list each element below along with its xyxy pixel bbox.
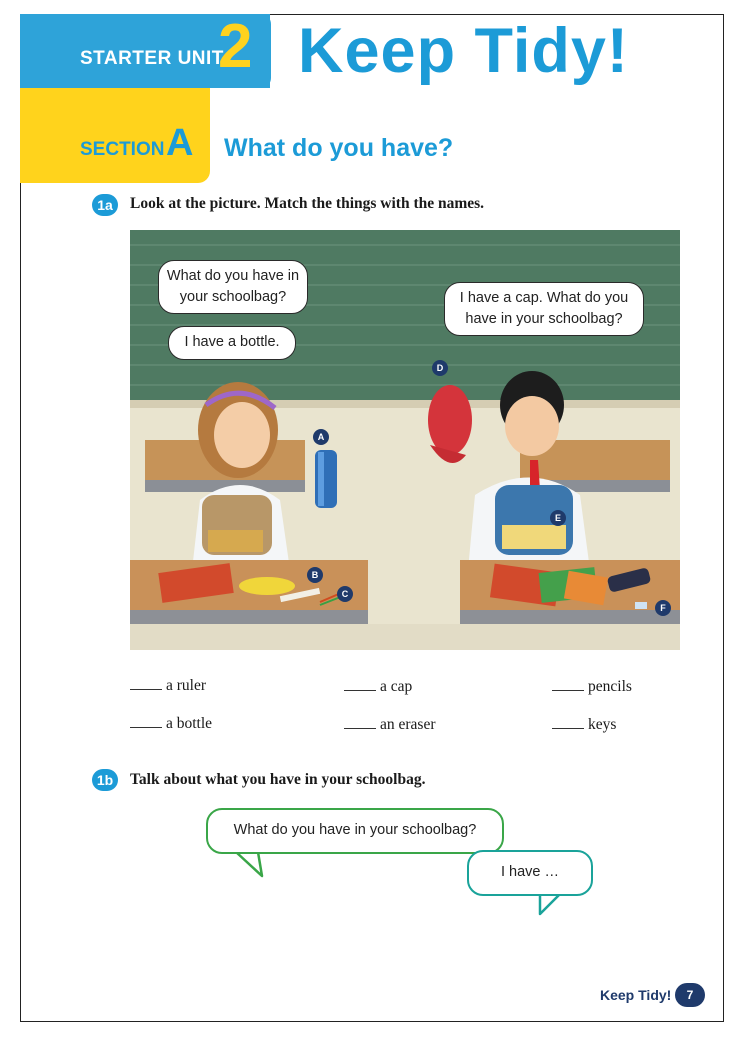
dialogue-answer-bubble: I have …: [467, 850, 593, 896]
unit-number: 2: [218, 12, 253, 81]
marker-d: D: [432, 360, 448, 376]
activity-1a-badge: 1a: [92, 194, 118, 216]
marker-f: F: [655, 600, 671, 616]
match-item-label: a cap: [380, 678, 413, 695]
girl-answer-bubble: I have a bottle.: [168, 326, 296, 360]
activity-1b-instruction: Talk about what you have in your schoolbag.: [130, 771, 426, 788]
unit-label: STARTER UNIT: [80, 48, 224, 69]
marker-a: A: [313, 429, 329, 445]
match-item-label: pencils: [588, 678, 632, 695]
boy-speech-bubble: I have a cap. What do you have in your schoolbag?: [444, 282, 644, 336]
marker-c: C: [337, 586, 353, 602]
footer-title: Keep Tidy!: [600, 987, 672, 1003]
marker-b: B: [307, 567, 323, 583]
page-title: Keep Tidy!: [298, 16, 629, 86]
match-item-label: a ruler: [166, 677, 207, 694]
match-item-label: keys: [588, 716, 617, 733]
match-item-label: an eraser: [380, 716, 436, 733]
girl-question-bubble: What do you have in your schoolbag?: [158, 260, 308, 314]
page-number: 7: [675, 983, 705, 1007]
section-label: SECTION: [80, 139, 165, 160]
dialogue-question-bubble: What do you have in your schoolbag?: [206, 808, 504, 854]
section-letter: A: [166, 122, 194, 164]
activity-1a-instruction: Look at the picture. Match the things with the names.: [130, 195, 485, 212]
section-title: What do you have?: [224, 134, 454, 162]
match-item-label: a bottle: [166, 715, 213, 732]
marker-e: E: [550, 510, 566, 526]
activity-1b-badge: 1b: [92, 769, 118, 791]
